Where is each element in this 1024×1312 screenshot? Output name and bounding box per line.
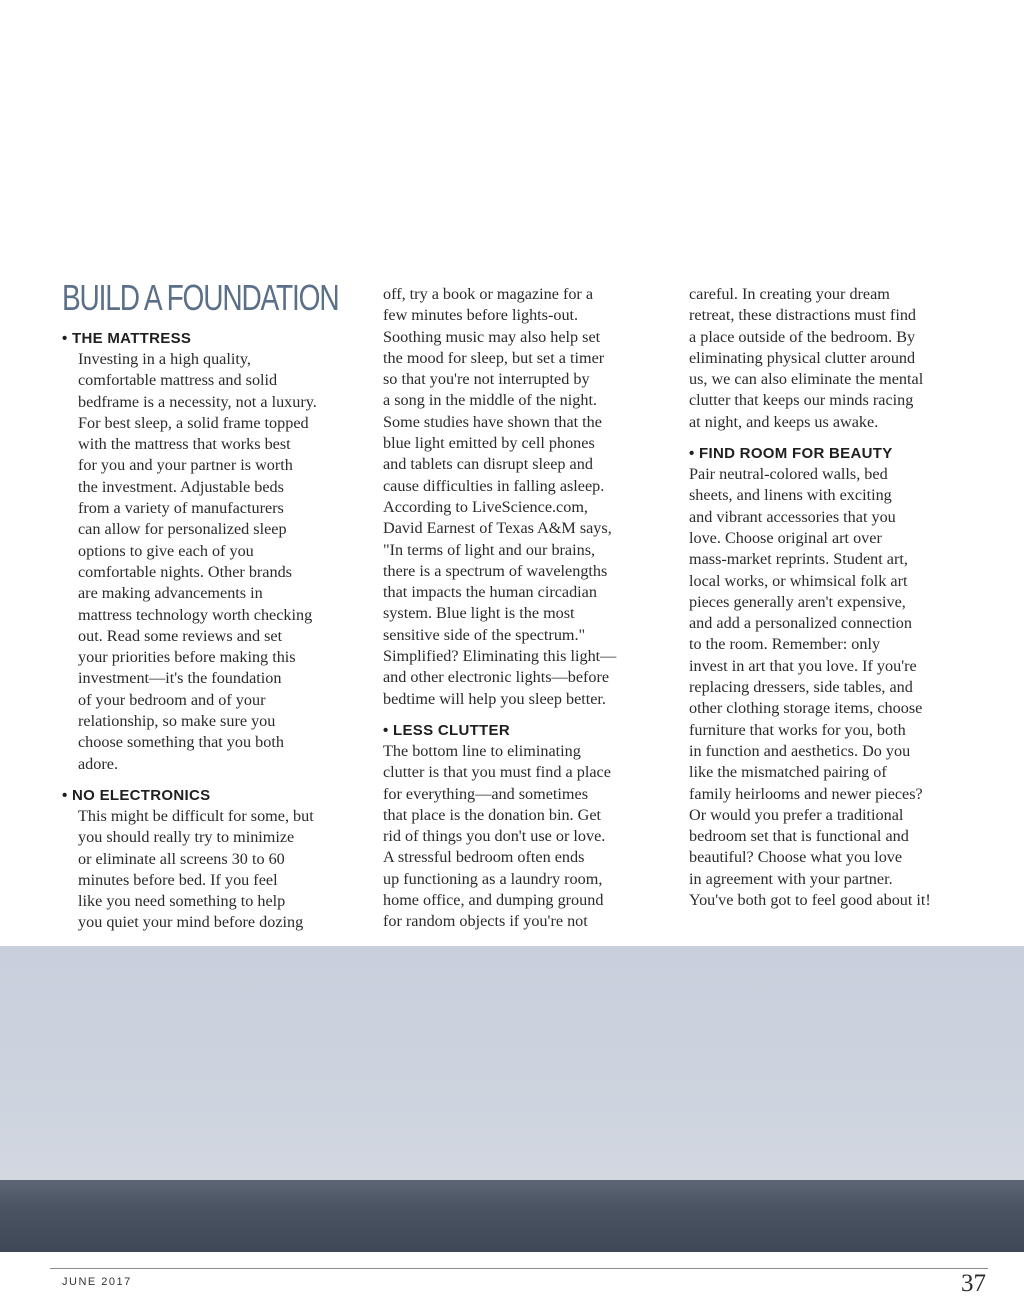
column-3 bbox=[689, 284, 979, 911]
section-heading: BUILD A FOUNDATION bbox=[62, 277, 339, 318]
paragraph-electronics-part1: This might be difficult for some, but you should really try to minimize or eliminate all screens 30 to 60 minutes before bed. If you feel like you need something to help you quiet your mind before dozing bbox=[78, 806, 314, 932]
column-2 bbox=[383, 284, 673, 933]
column-1 bbox=[62, 278, 352, 934]
subheading-electronics: • NO ELECTRONICS bbox=[62, 786, 211, 804]
subheading-beauty: • FIND ROOM FOR BEAUTY bbox=[689, 445, 893, 463]
footer-date: JUNE 2017 bbox=[62, 1276, 132, 1288]
subheading-clutter: • LESS CLUTTER bbox=[383, 721, 510, 739]
sea-horizon bbox=[0, 1180, 1024, 1252]
seascape-photo bbox=[0, 946, 1024, 1252]
paragraph-clutter-part1: The bottom line to eliminating clutter is that you must find a place for everything—and sometimes that place is the donation bin. Get rid of things you don't use or love. A stressful bedroom often ends up functioning as a laundry room, home office, and dumping ground for random objects if you're not bbox=[383, 741, 611, 931]
paragraph-electronics-part2: off, try a book or magazine for a few minutes before lights-out. Soothing music may also help set the mood for sleep, but set a timer so that you're not interrupted by a song in the middle of the night. Some studies have shown that the blue light emitted by cell phones and tablets can disrupt sleep and cause difficulties in falling asleep. According to LiveScience.com, David Earnest of Texas A&M says, "In terms of light and our brains, there is a spectrum of wavelengths that impacts the human circadian system. Blue light is the most sensitive side of the spectrum." Simplified? Eliminating this light— and other electronic lights—before bedtime will help you sleep better. bbox=[383, 285, 617, 708]
subheading-mattress: • THE MATTRESS bbox=[62, 330, 192, 347]
page-number: 37 bbox=[961, 1270, 986, 1297]
paragraph-clutter-part2: careful. In creating your dream retreat, these distractions must find a place outside of the bedroom. By eliminating physical clutter around us, we can also eliminate the mental clutter that keeps our minds racing at night, and keeps us awake. bbox=[689, 285, 924, 431]
footer-rule bbox=[50, 1268, 988, 1269]
paragraph-mattress: Investing in a high quality, comfortable mattress and solid bedframe is a necessity, not a luxury. For best sleep, a solid frame topped with the mattress that works best for you and your partner is worth the investment. Adjustable beds from a variety of manufacturers can allow for personalized sleep options to give each of you comfortable nights. Other brands are making advancements in mattress technology worth checking out. Read some reviews and set your priorities before making this investment—it's the foundation of your bedroom and of your relationship, so make sure you choose something that you both adore. bbox=[78, 350, 317, 773]
paragraph-beauty: Pair neutral-colored walls, bed sheets, and linens with exciting and vibrant accessories that you love. Choose original art over mass-market reprints. Student art, local works, or whimsical folk art pieces generally aren't expensive, and add a personalized connection to the room. Remember: only invest in art that you love. If you're replacing dressers, side tables, and other clothing storage items, choose furniture that works for you, both in function and aesthetics. Do you like the mismatched pairing of family heirlooms and newer pieces? Or would you prefer a traditional bedroom set that is functional and beautiful? Choose what you love in agreement with your partner. You've both got to feel good about it! bbox=[689, 465, 931, 910]
